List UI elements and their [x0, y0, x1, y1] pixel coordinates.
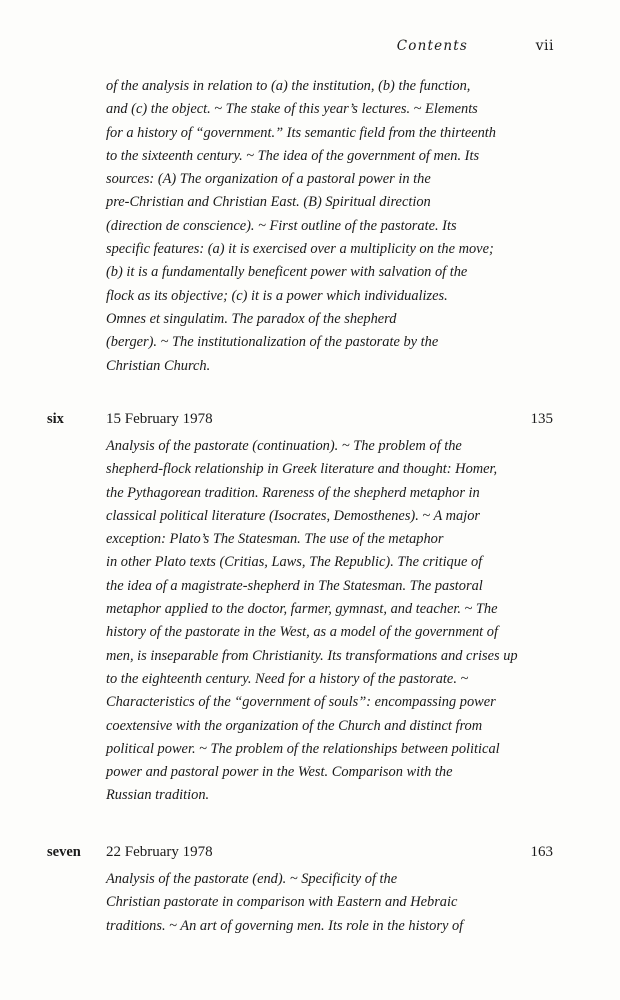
summary-line: Russian tradition. — [106, 787, 210, 804]
summary-line: Analysis of the pastorate (end). ~ Specificity of the — [106, 871, 398, 887]
summary-line: men, is inseparable from Christianity. Its transformations and crises up — [106, 647, 518, 664]
summary-line: Analysis of the pastorate (continuation). ~ The problem of the — [106, 438, 462, 454]
summary-line: flock as its objective; (c) it is a power which individualizes. — [106, 287, 448, 304]
summary-line: in other Plato texts (Critias, Laws, The Republic). The critique of — [106, 554, 483, 571]
summary-line: the idea of a magistrate-shepherd in The Statesman. The pastoral — [106, 577, 483, 594]
summary-line: Omnes et singulatim. The paradox of the shepherd — [106, 310, 397, 327]
lecture-summary — [106, 868, 551, 938]
running-head — [0, 38, 620, 58]
summary-line: exception: Plato’s The Statesman. The use of the metaphor — [106, 531, 444, 548]
summary-line: (berger). ~ The institutionalization of the pastorate by the — [106, 334, 439, 351]
summary-line: to the sixteenth century. ~ The idea of the government of men. Its — [106, 147, 480, 164]
summary-line: to the eighteenth century. Need for a history of the pastorate. ~ — [106, 670, 469, 687]
summary-line: shepherd-flock relationship in Greek literature and thought: Homer, — [106, 461, 498, 478]
summary-line: metaphor applied to the doctor, farmer, gymnast, and teacher. ~ The — [106, 601, 498, 618]
summary-line: (direction de conscience). ~ First outline of the pastorate. Its — [106, 217, 457, 234]
lecture-date: 15 February 1978 — [106, 411, 213, 427]
summary-line: political power. ~ The problem of the relationships between political — [106, 740, 500, 757]
summary-line: Characteristics of the “government of souls”: encompassing power — [106, 694, 496, 711]
lecture-heading — [0, 411, 620, 435]
summary-line: (b) it is a fundamentally beneficent power with salvation of the — [106, 264, 468, 281]
summary-line: coextensive with the organization of the Church and distinct from — [106, 717, 483, 734]
summary-line: sources: (A) The organization of a pastoral power in the — [106, 171, 431, 188]
summary-line: history of the pastorate in the West, as a model of the government of — [106, 624, 498, 641]
lecture-number: six — [47, 411, 64, 427]
summary-line: Christian pastorate in comparison with Eastern and Hebraic — [106, 894, 458, 911]
summary-line: of the analysis in relation to (a) the institution, (b) the function, — [106, 78, 471, 94]
lecture-summary-continuation — [106, 75, 551, 378]
summary-line: pre-Christian and Christian East. (B) Spiritual direction — [106, 194, 431, 211]
lecture-heading — [0, 844, 620, 868]
lecture-date: 22 February 1978 — [106, 844, 213, 860]
lecture-entry-seven — [0, 844, 620, 934]
page-number: vii — [535, 38, 554, 54]
lecture-entry-six — [0, 411, 620, 804]
summary-line: specific features: (a) it is exercised over a multiplicity on the move; — [106, 241, 494, 258]
lecture-number: seven — [47, 844, 81, 860]
running-head-title: Contents — [396, 38, 468, 54]
summary-line: the Pythagorean tradition. Rareness of the shepherd metaphor in — [106, 484, 480, 501]
summary-line: power and pastoral power in the West. Comparison with the — [106, 764, 453, 781]
summary-line: traditions. ~ An art of governing men. Its role in the history of — [106, 917, 464, 934]
summary-line: for a history of “government.” Its semantic field from the thirteenth — [106, 124, 496, 141]
summary-line: and (c) the object. ~ The stake of this year’s lectures. ~ Elements — [106, 101, 478, 118]
summary-line: Christian Church. — [106, 357, 211, 374]
lecture-page-number: 163 — [530, 844, 553, 860]
lecture-summary — [106, 435, 551, 808]
lecture-page-number: 135 — [530, 411, 553, 427]
summary-line: classical political literature (Isocrates, Demosthenes). ~ A major — [106, 507, 481, 524]
